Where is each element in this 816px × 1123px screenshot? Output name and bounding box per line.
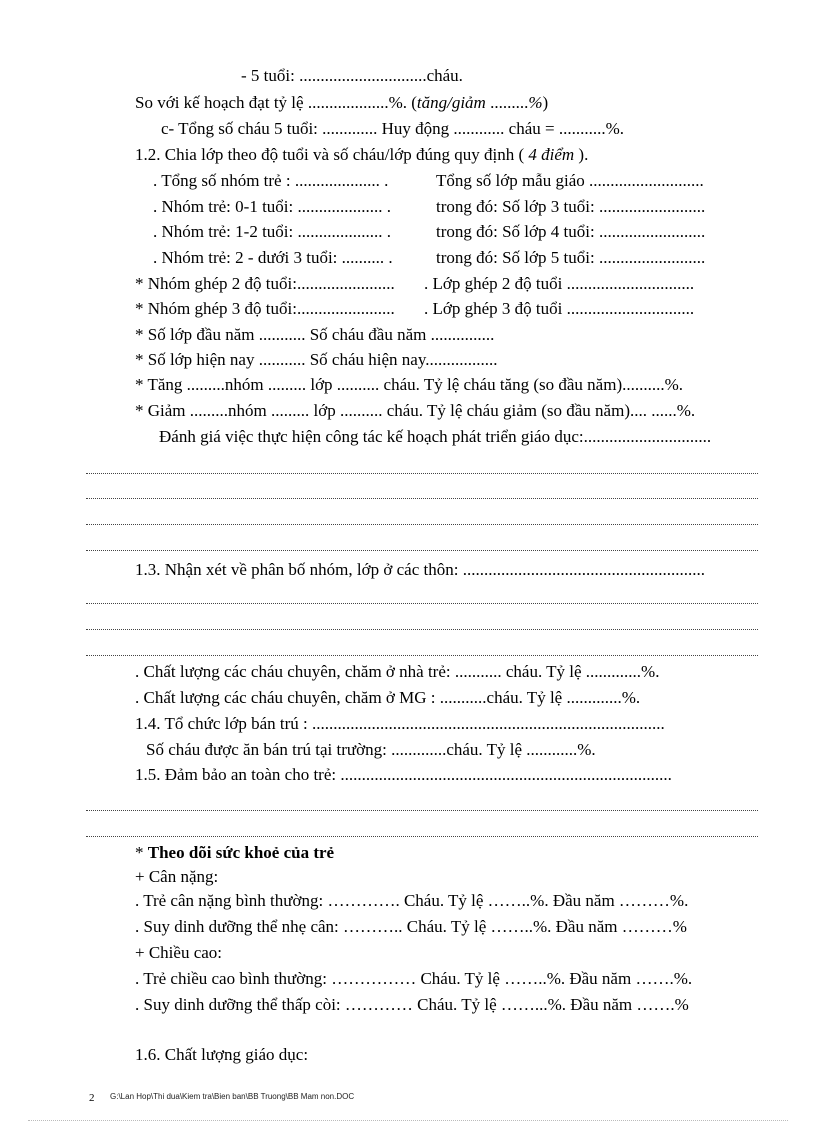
heading-1-5: 1.5. Đảm bảo an toàn cho trẻ: .............................................................................. <box>135 765 672 784</box>
line-tong-so-nhom-tre: . Tổng số nhóm trẻ : .................... . <box>153 171 389 190</box>
line-can-nang-binh-thuong: . Trẻ cân nặng bình thường: …………. Cháu. Tỷ lệ ……..%. Đầu năm ………%. <box>135 891 689 910</box>
line-suy-dinh-duong-nhe-can: . Suy dinh dưỡng thể nhẹ cân: ……….. Cháu. Tỷ lệ ……..%. Đầu năm ………% <box>135 917 687 936</box>
line-nhom-tre-0-1: . Nhóm trẻ: 0-1 tuổi: .................... . <box>153 197 391 216</box>
line-so-lop-4-tuoi: trong đó: Số lớp 4 tuổi: ......................... <box>436 222 706 241</box>
dotted-fill-line <box>86 836 758 837</box>
line-5-tuoi: - 5 tuổi: ..............................cháu. <box>241 66 463 85</box>
line-ban-tru: Số cháu được ăn bán trú tại trường: .............cháu. Tỷ lệ ............%. <box>146 740 596 759</box>
line-tang: * Tăng .........nhóm ......... lớp .......... cháu. Tỷ lệ cháu tăng (so đầu năm)..........%. <box>135 375 684 394</box>
heading-suc-khoe: * Theo dõi sức khoẻ của trẻ <box>135 843 335 862</box>
heading-1-3: 1.3. Nhận xét về phân bố nhóm, lớp ở các thôn: ......................................................... <box>135 560 705 579</box>
line-suy-dinh-duong-thap-coi: . Suy dinh dưỡng thể thấp còi: ………… Cháu. Tỷ lệ ……...%. Đầu năm …….% <box>135 995 689 1014</box>
line-danh-gia: Đánh giá việc thực hiện công tác kế hoạch phát triển giáo dục:.............................. <box>159 427 712 446</box>
heading-1-2: 1.2. Chia lớp theo độ tuổi và số cháu/lớp đúng quy định ( 4 điểm ). <box>135 145 589 164</box>
dotted-fill-line <box>86 655 758 656</box>
page-number: 2 <box>89 1092 95 1104</box>
line-so-lop-5-tuoi: trong đó: Số lớp 5 tuổi: ......................... <box>436 248 706 267</box>
line-nhom-tre-2-3: . Nhóm trẻ: 2 - dưới 3 tuổi: .......... . <box>153 248 393 267</box>
dotted-fill-line <box>86 498 758 499</box>
line-nhom-ghep-3: * Nhóm ghép 3 độ tuổi:....................... <box>135 299 395 318</box>
line-nhom-ghep-2: * Nhóm ghép 2 độ tuổi:....................... <box>135 274 395 293</box>
line-tong-so-chau-5-tuoi: c- Tổng số cháu 5 tuổi: ............. Huy động ............ cháu = ...........%. <box>161 119 625 138</box>
dotted-fill-line <box>86 603 758 604</box>
line-ke-hoach-ty-le: So với kế hoạch đạt tỷ lệ ...................%. (tăng/giảm .........%) <box>135 93 549 112</box>
subheading-chieu-cao: + Chiều cao: <box>135 943 223 962</box>
line-chieu-cao-binh-thuong: . Trẻ chiều cao bình thường: …………… Cháu. Tỷ lệ ……..%. Đầu năm …….%. <box>135 969 693 988</box>
line-chat-luong-nha-tre: . Chất lượng các cháu chuyên, chăm ở nhà trẻ: ........... cháu. Tỷ lệ .............%. <box>135 662 660 681</box>
dotted-fill-line <box>86 550 758 551</box>
line-so-lop-hien-nay: * Số lớp hiện nay ........... Số cháu hiện nay................. <box>135 350 498 369</box>
dotted-fill-line <box>86 473 758 474</box>
page-bottom-rule <box>28 1120 788 1121</box>
dotted-fill-line <box>86 810 758 811</box>
line-chat-luong-mg: . Chất lượng các cháu chuyên, chăm ở MG : ...........cháu. Tỷ lệ .............%. <box>135 688 641 707</box>
line-so-lop-dau-nam: * Số lớp đầu năm ........... Số cháu đầu năm ............... <box>135 325 495 344</box>
file-path-footer: G:\Lan Hop\Thi dua\Kiem tra\Bien ban\BB Truong\BB Mam non.DOC <box>110 1092 355 1101</box>
line-giam: * Giảm .........nhóm ......... lớp .......... cháu. Tỷ lệ cháu giảm (so đầu năm).... ......%. <box>135 401 696 420</box>
line-lop-ghep-3: . Lớp ghép 3 độ tuổi .............................. <box>424 299 695 318</box>
line-so-lop-3-tuoi: trong đó: Số lớp 3 tuổi: ......................... <box>436 197 706 216</box>
dotted-fill-line <box>86 524 758 525</box>
line-nhom-tre-1-2: . Nhóm trẻ: 1-2 tuổi: .................... . <box>153 222 391 241</box>
heading-1-6: 1.6. Chất lượng giáo dục: <box>135 1045 309 1064</box>
dotted-fill-line <box>86 629 758 630</box>
line-lop-ghep-2: . Lớp ghép 2 độ tuổi .............................. <box>424 274 695 293</box>
line-tong-so-lop-mau-giao: Tổng số lớp mẫu giáo ........................... <box>436 171 704 190</box>
heading-1-4: 1.4. Tổ chức lớp bán trú : ................................................................................... <box>135 714 665 733</box>
subheading-can-nang: + Cân nặng: <box>135 867 219 886</box>
